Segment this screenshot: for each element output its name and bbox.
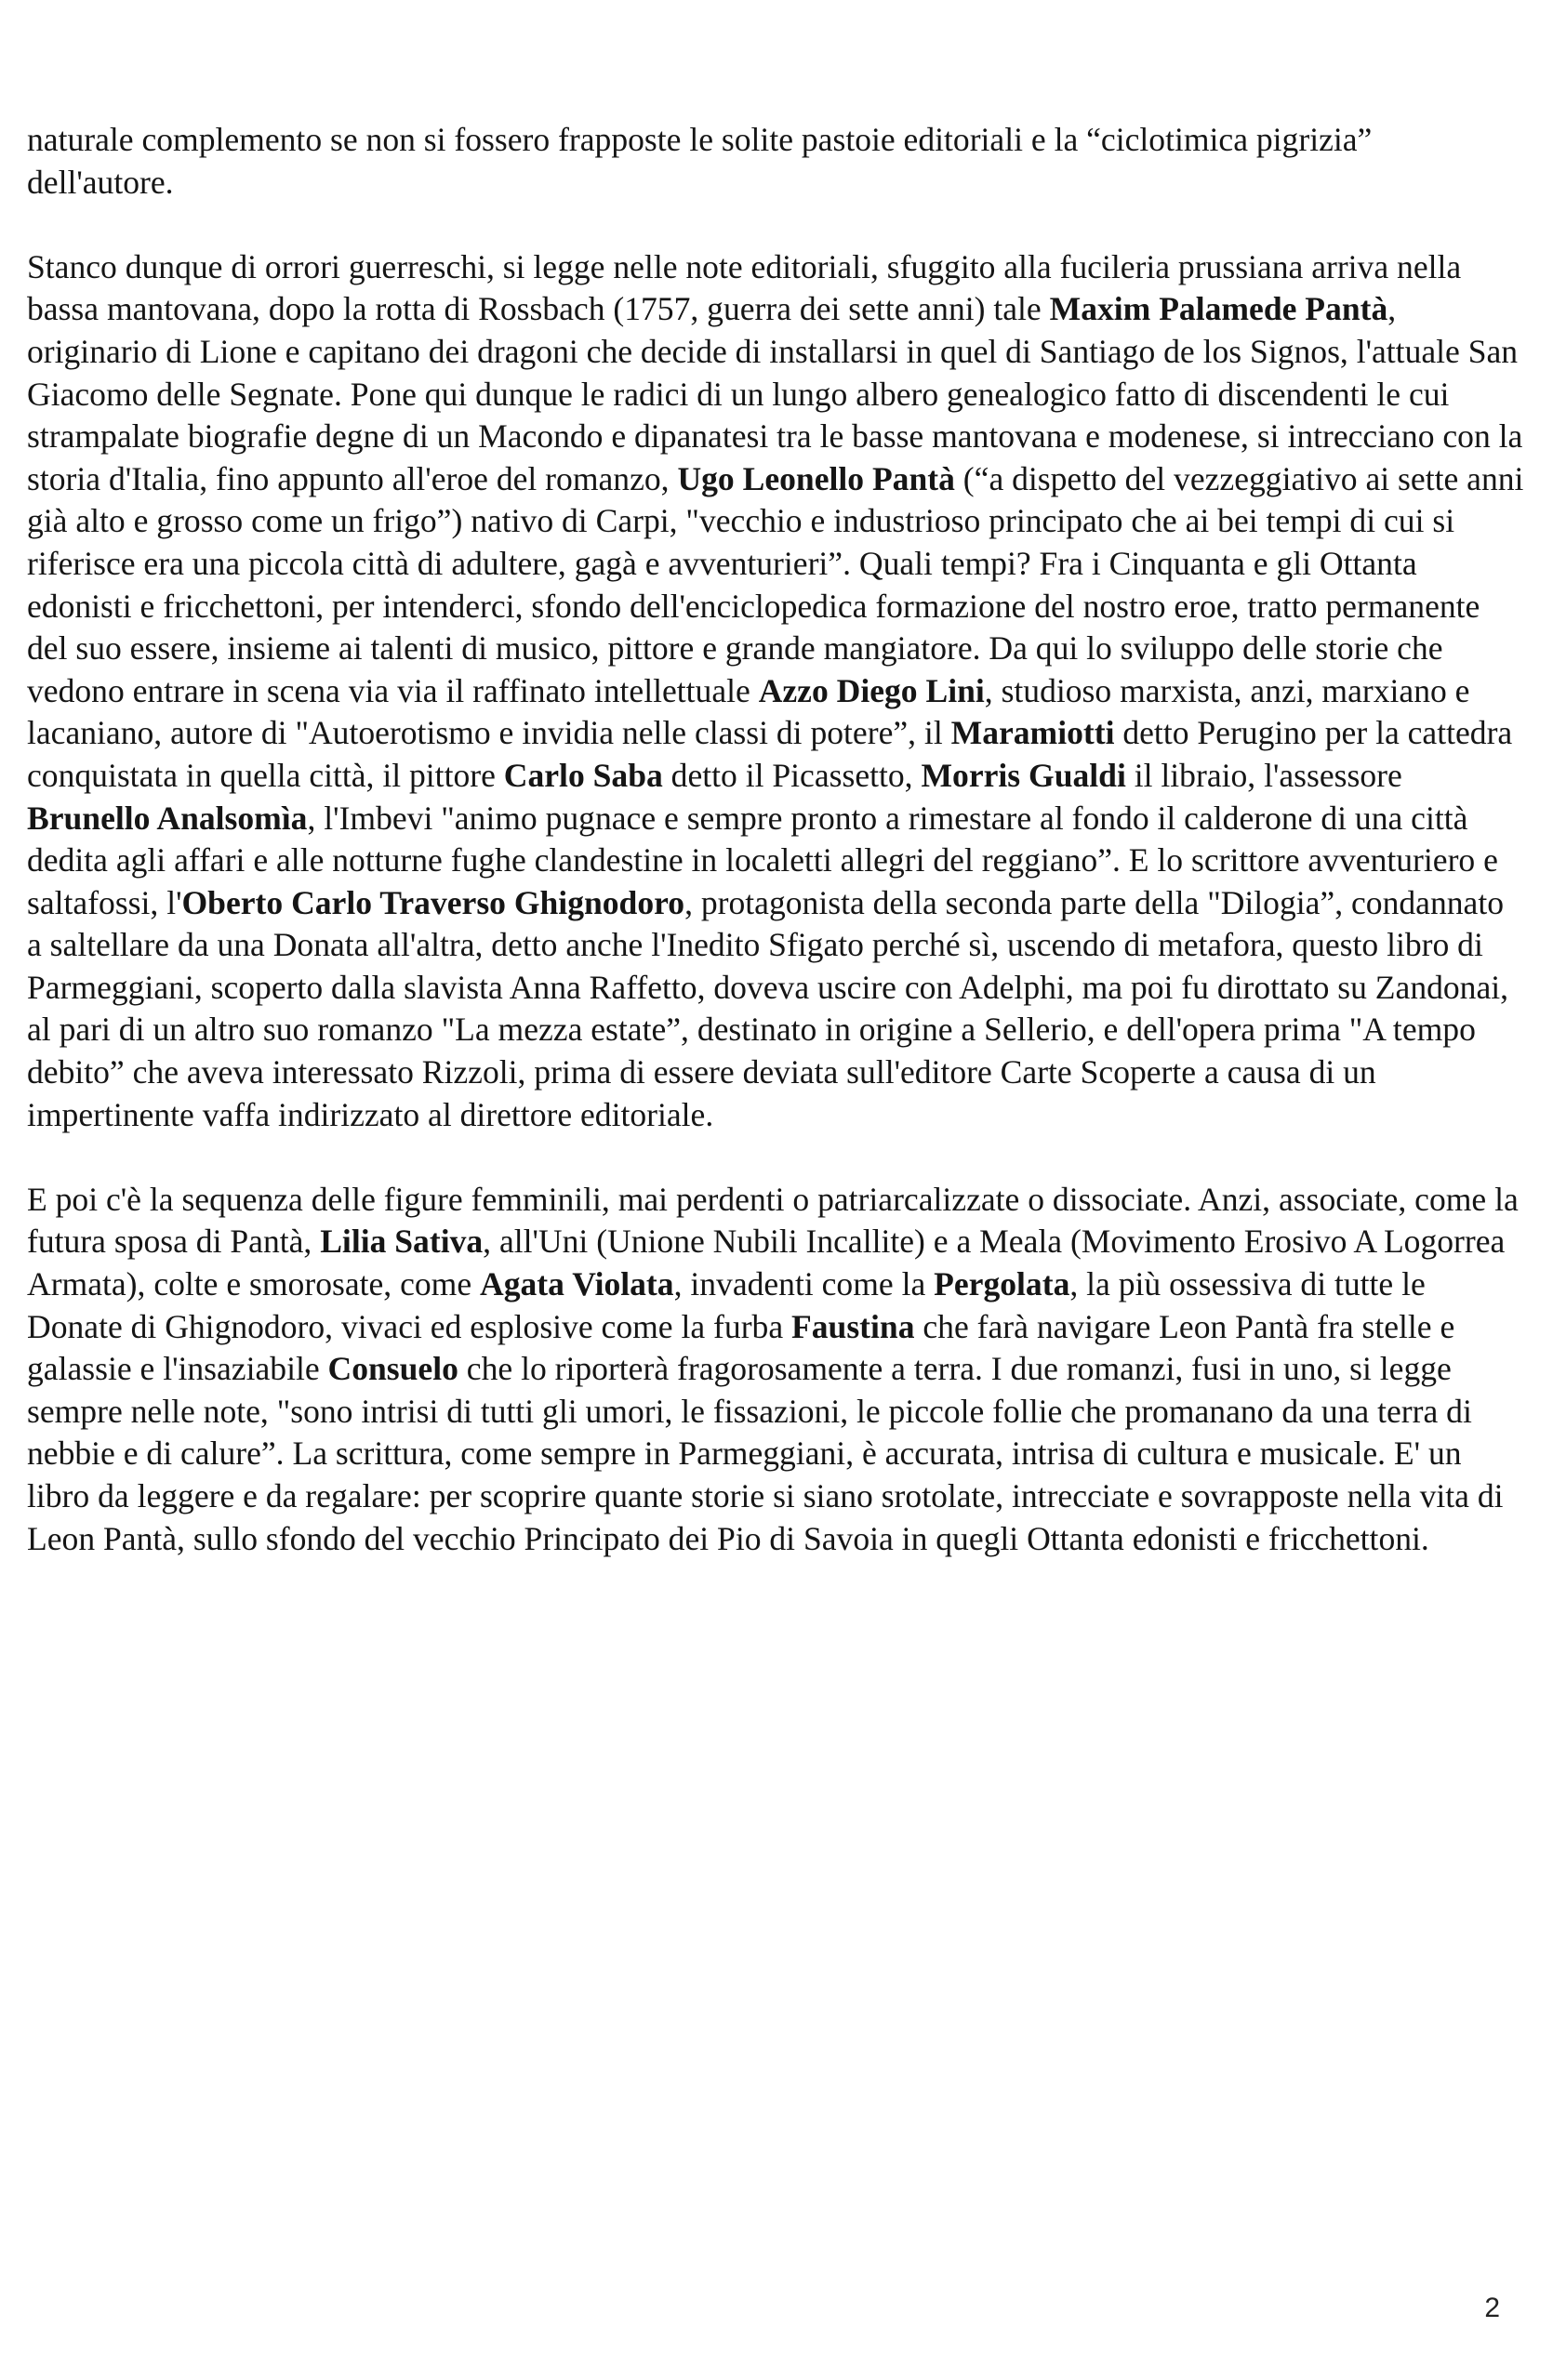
text-run: (“a dispetto del vezzeggiativo ai sette anni già alto e grosso come un frigo”) nativo di Carpi, "vecchio e industrioso principato che ai bei tempi di cui si riferisce era una piccola città di adultere, gagà e avventurieri”. Quali tempi? Fra i Cinquanta e gli Ottanta edonisti e fricchettoni, per intenderci, sfondo dell'enciclopedica formazione del nostro eroe, tratto permanente del suo essere, insieme ai talenti di musico, pittore e grande mangiatore. Da qui lo sviluppo delle storie che vedono entrare in scena via via il raffinato intellettuale xyxy=(27,459,1524,709)
bold-name: Oberto Carlo Traverso Ghignodoro xyxy=(181,883,685,921)
text-run: detto il Picassetto, xyxy=(662,756,922,794)
bold-name: Faustina xyxy=(791,1307,915,1345)
bold-name: Pergolata xyxy=(934,1265,1070,1303)
bold-name: Consuelo xyxy=(327,1350,458,1388)
text-run: che lo riporterà fragorosamente a terra. I due romanzi, fusi in uno, si legge sempre nelle note, "sono intrisi di tutti gli umori, le fissazioni, le piccole follie che promanano da una terra di nebbie e di calure”. La scrittura, come sempre in Parmeggiani, è accurata, intrisa di cultura e musicale. E' un libro da leggere e da regalare: per scoprire quante storie si siano srotolate, intrecciate e sovrapposte nella vita di Leon Pantà, sullo sfondo del vecchio Principato dei Pio di Savoia in quegli Ottanta edonisti e fricchettoni. xyxy=(27,1350,1504,1557)
text-run: che farà navigare Leon Pantà fra stelle e galassie e l'insaziabile xyxy=(27,1307,1455,1388)
text-run: , studioso marxista, anzi, marxiano e lacaniano, autore di "Autoerotismo e invidia nelle classi di potere”, il xyxy=(27,671,1470,752)
bold-name: Azzo Diego Lini xyxy=(758,671,985,709)
page-number: 2 xyxy=(1484,2293,1500,2323)
article-body xyxy=(27,119,1526,1560)
text-run: Stanco dunque di orrori guerreschi, si legge nelle note editoriali, sfuggito alla fucileria prussiana arriva nella bassa mantovana, dopo la rotta di Rossbach (1757, guerra dei sette anni) tale xyxy=(27,247,1462,328)
bold-name: Maxim Palamede Pantà xyxy=(1049,290,1388,328)
bold-name: Ugo Leonello Pantà xyxy=(677,459,955,497)
text-run: E poi c'è la sequenza delle figure femminili, mai perdenti o patriarcalizzate o dissociate. Anzi, associate, come la futura sposa di Pantà, xyxy=(27,1180,1519,1261)
text-run: detto Perugino per la cattedra conquistata in quella città, il pittore xyxy=(27,714,1513,794)
bold-name: Carlo Saba xyxy=(503,756,663,794)
paragraph xyxy=(27,1179,1526,1560)
text-run: , invadenti come la xyxy=(673,1265,935,1303)
bold-name: Maramiotti xyxy=(950,714,1115,752)
text-run: , la più ossessiva di tutte le Donate di Ghignodoro, vivaci ed esplosive come la furba xyxy=(27,1265,1426,1345)
text-run: , originario di Lione e capitano dei dragoni che decide di installarsi in quel di Santiago de los Signos, l'attuale San Giacomo delle Segnate. Pone qui dunque le radici di un lungo albero genealogico fatto di discendenti le cui strampalate biografie degne di un Macondo e dipanatesi tra le basse mantovana e modenese, si intrecciano con la storia d'Italia, fino appunto all'eroe del romanzo, xyxy=(27,290,1523,497)
text-run: , protagonista della seconda parte della "Dilogia”, condannato a saltellare da una Donata all'altra, detto anche l'Inedito Sfigato perché sì, uscendo di metafora, questo libro di Parmeggiani, scoperto dalla slavista Anna Raffetto, doveva uscire con Adelphi, ma poi fu dirottato su Zandonai, al pari di un altro suo romanzo "La mezza estate”, destinato in origine a Sellerio, e dell'opera prima "A tempo debito” che aveva interessato Rizzoli, prima di essere deviata sull'editore Carte Scoperte a causa di un impertinente vaffa indirizzato al direttore editoriale. xyxy=(27,883,1509,1133)
bold-name: Morris Gualdi xyxy=(921,756,1126,794)
text-run: naturale complemento se non si fossero frapposte le solite pastoie editoriali e la “ciclotimica pigrizia” dell'autore. xyxy=(27,121,1373,201)
text-run: , l'Imbevi "animo pugnace e sempre pronto a rimestare al fondo il calderone di una città dedita agli affari e alle notturne fughe clandestine in localetti allegri del reggiano”. E lo scrittore avventuriero e saltafossi, l' xyxy=(27,799,1498,921)
text-run: il libraio, l'assessore xyxy=(1125,756,1402,794)
bold-name: Lilia Sativa xyxy=(320,1223,484,1261)
paragraph xyxy=(27,246,1526,1136)
bold-name: Brunello Analsomìa xyxy=(27,799,308,837)
bold-name: Agata Violata xyxy=(480,1265,674,1303)
paragraph xyxy=(27,119,1526,204)
text-run: , all'Uni (Unione Nubili Incallite) e a Meala (Movimento Erosivo A Logorrea Armata), colte e smorosate, come xyxy=(27,1223,1506,1303)
